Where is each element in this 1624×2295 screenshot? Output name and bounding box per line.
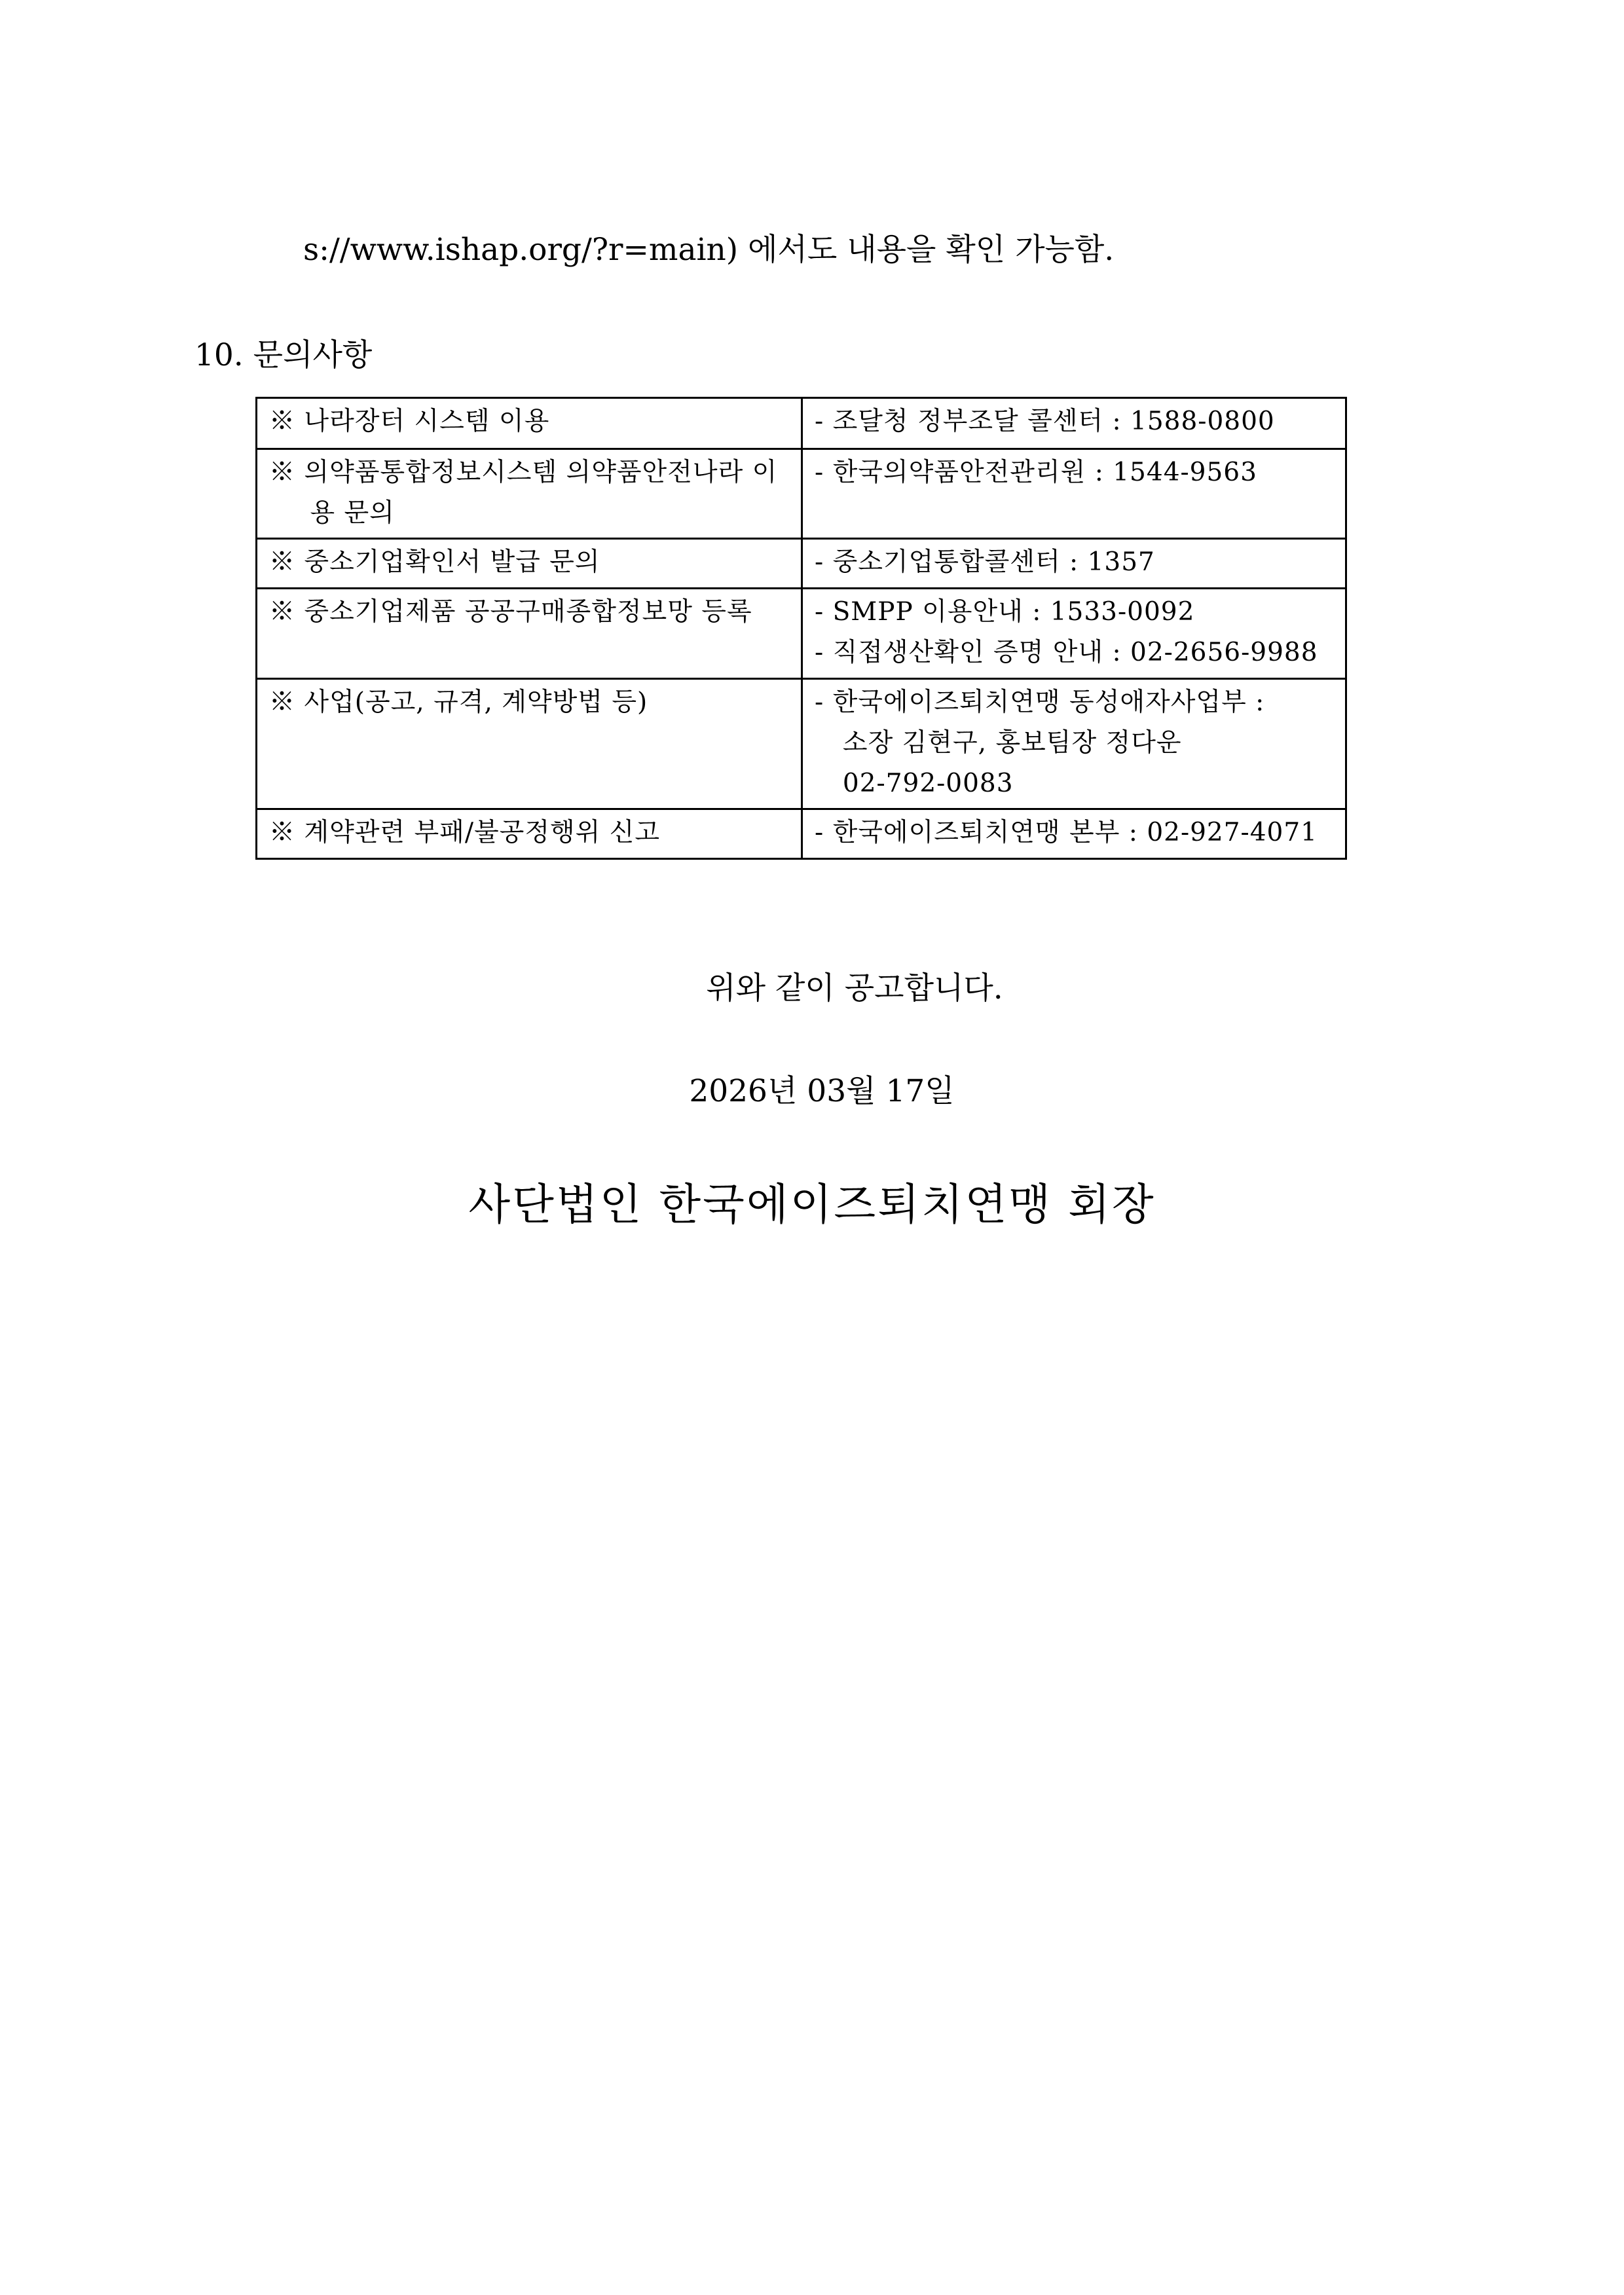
inquiry-topic: ※ 사업(공고, 규격, 계약방법 등) xyxy=(269,688,648,717)
closing-statement: 위와 같이 공고합니다. xyxy=(706,970,1003,1006)
table-cell-topic xyxy=(257,589,802,679)
inquiry-topic: ※ 의약품통합정보시스템 의약품안전나라 이용 문의 xyxy=(269,458,778,528)
table-row xyxy=(257,809,1346,859)
table-cell-contact xyxy=(802,539,1346,589)
table-row xyxy=(257,539,1346,589)
table-cell-topic xyxy=(257,809,802,859)
contact-line: 02-792-0083 xyxy=(842,769,1014,798)
table-cell-contact xyxy=(802,398,1346,449)
contact-line: - SMPP 이용안내 : 1533-0092 xyxy=(815,597,1195,627)
continuation-text: s://www.ishap.org/?r=main) 에서도 내용을 확인 가능함. xyxy=(303,232,1115,268)
contact-line: - 한국에이즈퇴치연맹 본부 : 02-927-4071 xyxy=(815,818,1318,847)
table-cell-topic xyxy=(257,449,802,539)
inquiry-topic: ※ 계약관련 부패/불공정행위 신고 xyxy=(269,818,661,847)
table-row xyxy=(257,589,1346,679)
inquiry-topic: ※ 중소기업제품 공공구매종합정보망 등록 xyxy=(269,597,752,627)
table-row xyxy=(257,398,1346,449)
table-cell-topic xyxy=(257,679,802,809)
announcement-date: 2026년 03월 17일 xyxy=(689,1073,955,1109)
inquiry-table xyxy=(255,397,1347,860)
section-heading-inquiries: 10. 문의사항 xyxy=(194,337,373,373)
contact-line: - 중소기업통합콜센터 : 1357 xyxy=(815,547,1155,577)
issuer-signature: 사단법인 한국에이즈퇴치연맹 회장 xyxy=(468,1179,1156,1230)
contact-line: - 직접생산확인 증명 안내 : 02-2656-9988 xyxy=(815,638,1318,667)
inquiry-topic: ※ 중소기업확인서 발급 문의 xyxy=(269,547,600,577)
table-cell-contact xyxy=(802,449,1346,539)
contact-line: - 한국에이즈퇴치연맹 동성애자사업부 : xyxy=(815,688,1265,717)
contact-line: - 조달청 정부조달 콜센터 : 1588-0800 xyxy=(815,407,1275,436)
table-cell-topic xyxy=(257,539,802,589)
table-row xyxy=(257,679,1346,809)
contact-line: 소장 김현구, 홍보팀장 정다운 xyxy=(842,728,1182,758)
table-cell-contact xyxy=(802,589,1346,679)
inquiry-topic: ※ 나라장터 시스템 이용 xyxy=(269,407,550,436)
table-row xyxy=(257,449,1346,539)
table-cell-topic xyxy=(257,398,802,449)
table-cell-contact xyxy=(802,679,1346,809)
contact-line: - 한국의약품안전관리원 : 1544-9563 xyxy=(815,458,1257,487)
table-cell-contact xyxy=(802,809,1346,859)
